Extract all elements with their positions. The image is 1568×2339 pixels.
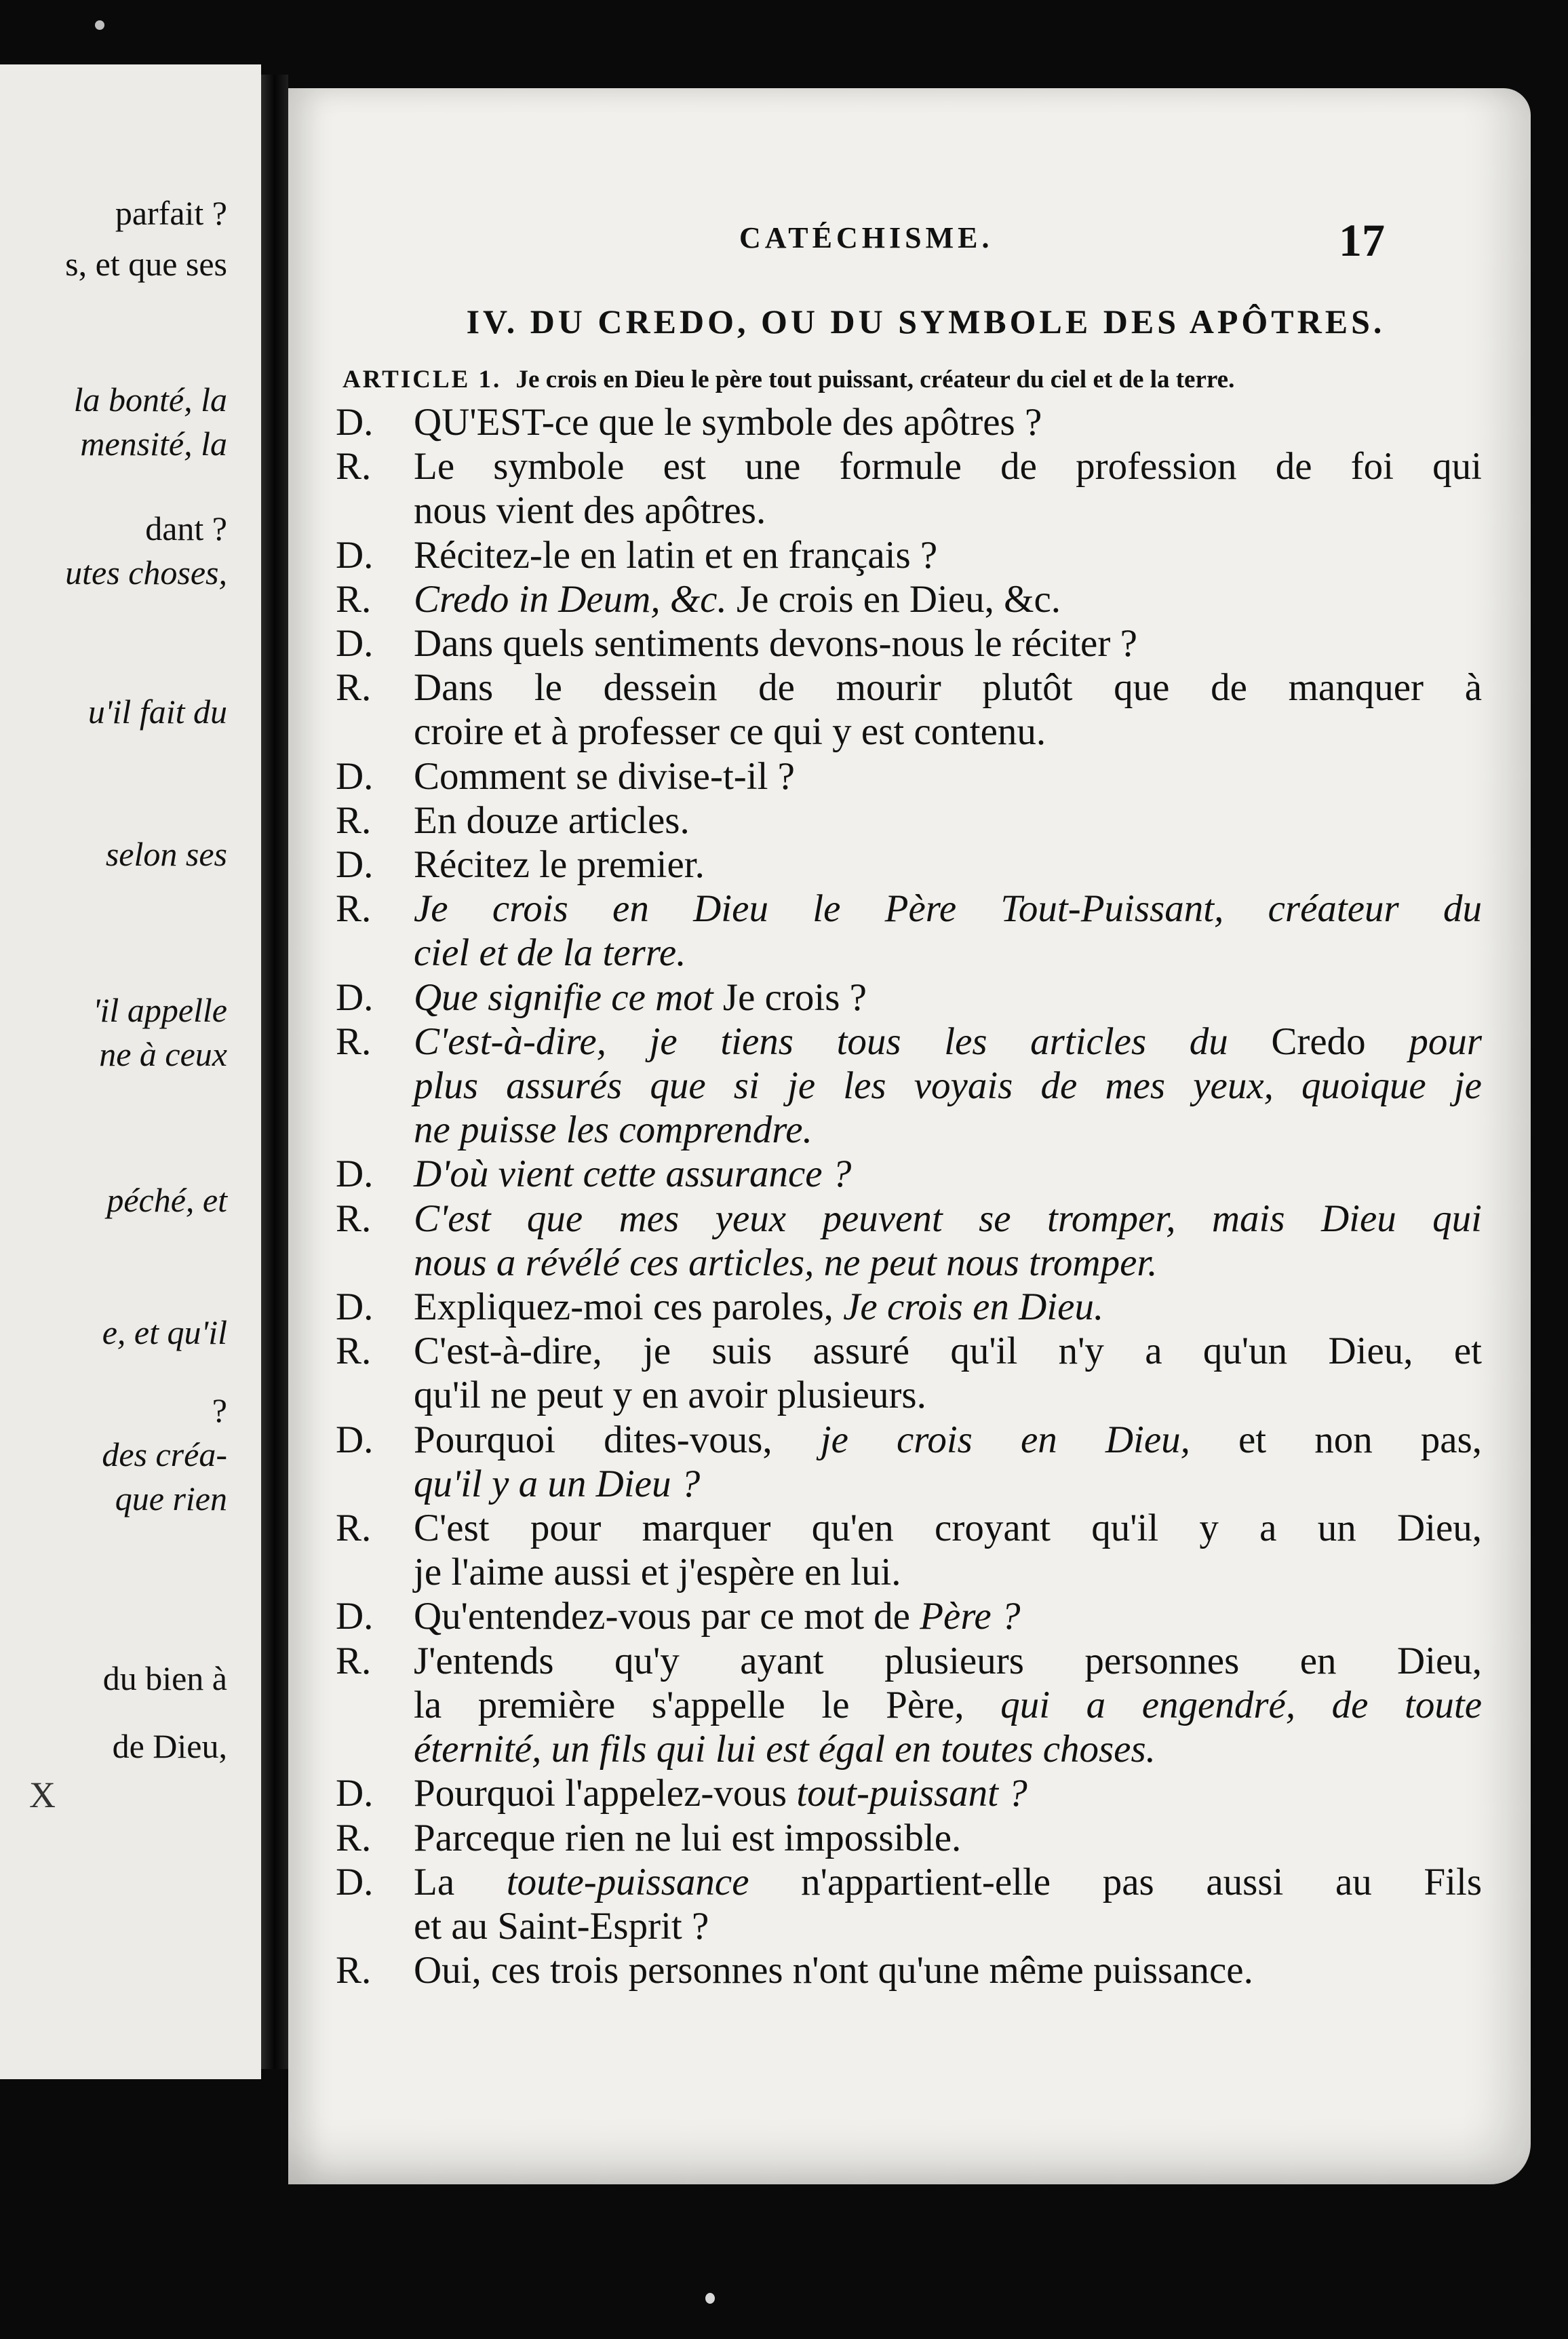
question-entry [336,533,1482,577]
answer-entry [336,1197,1482,1285]
answer-entry [336,1329,1482,1417]
text-line [414,1727,1482,1771]
text-line [414,975,1482,1020]
italic-text: C'est que mes yeux peuvent se tromper, mais Dieu qui [414,1197,1482,1240]
italic-text: je crois en Dieu, [820,1418,1190,1461]
text-segment: Parceque rien ne lui est impossible. [414,1816,962,1859]
answer-entry [336,1639,1482,1772]
question-entry [336,1771,1482,1815]
entry-tag: D. [336,1286,374,1329]
question-entry [336,843,1482,887]
italic-text: D'où vient cette assurance ? [414,1153,852,1196]
italic-text: Je crois en Dieu le Père Tout-Puissant, créateur du [414,887,1482,931]
text-line [414,1418,1482,1462]
text-segment: qu'il ne peut y en avoir plusieurs. [414,1374,926,1417]
article-label: ARTICLE 1. [342,366,502,393]
text-segment: nous vient des apôtres. [414,489,766,533]
text-segment: Expliquez-moi ces paroles, [414,1286,844,1329]
entry-tag: R. [336,1197,372,1240]
text-line [414,1816,1482,1860]
left-page-fragment: selon ses [105,835,227,873]
text-line [414,1594,1482,1638]
italic-text: Que signifie ce mot [414,975,713,1019]
text-line [414,1860,1482,1904]
entry-tag: R. [336,1816,372,1859]
text-segment: Je crois ? [713,975,867,1019]
text-segment: n'appartient-elle pas aussi au Fils [749,1860,1482,1903]
text-segment: Qu'entendez-vous par ce mot de [414,1595,920,1638]
answer-entry [336,798,1482,843]
entry-tag: R. [336,1330,372,1373]
text-segment: Récitez-le en latin et en français ? [414,533,938,577]
text-line [414,843,1482,887]
left-page-fragment: e, et qu'il [102,1313,227,1351]
answer-entry [336,665,1482,754]
question-answer-list [336,400,1482,1992]
section-title: IV. DU CREDO, OU DU SYMBOLE DES APÔTRES. [466,303,1386,341]
text-segment: C'est-à-dire, je suis assuré qu'il n'y a qu'un Dieu, et [414,1330,1482,1373]
text-line [414,1373,1482,1417]
text-line [414,1948,1482,1992]
margin-mark: X [29,1775,56,1815]
text-line [414,1329,1482,1373]
text-line [414,1108,1482,1152]
article-heading [342,365,1482,394]
text-segment: Dans quels sentiments devons-nous le réciter ? [414,622,1137,665]
italic-text: Père ? [920,1595,1021,1638]
italic-text: éternité, un fils qui lui est égal en toutes choses. [414,1728,1156,1771]
text-segment: Récitez le premier. [414,843,705,887]
question-entry [336,1152,1482,1196]
left-page-fragment: des créa- [102,1435,227,1473]
text-segment: Oui, ces trois personnes n'ont qu'une même puissance. [414,1949,1253,1992]
book-gutter [261,75,288,2069]
entry-tag: R. [336,445,372,488]
entry-tag: D. [336,622,374,665]
text-line [414,488,1482,533]
italic-text: C'est-à-dire, je tiens tous les articles du [414,1020,1228,1063]
text-segment: Le symbole est une formule de profession de foi qui [414,445,1482,488]
entry-tag: R. [336,798,372,842]
text-segment: Je crois en Dieu, &c. [726,577,1061,621]
entry-tag: R. [336,1639,372,1682]
text-segment: J'entends qu'y ayant plusieurs personnes en Dieu, [414,1639,1482,1682]
left-page-fragment: la bonté, la [73,381,227,419]
text-segment: C'est pour marquer qu'en croyant qu'il y a un Dieu, [414,1507,1482,1550]
text-segment: je l'aime aussi et j'espère en lui. [414,1551,901,1594]
entry-tag: D. [336,533,374,577]
question-entry [336,975,1482,1020]
text-line [414,754,1482,798]
text-line [414,621,1482,665]
italic-text: ne puisse les comprendre. [414,1108,812,1152]
right-page [288,88,1531,2184]
text-line [414,1771,1482,1815]
text-line [414,665,1482,710]
italic-text: Credo in Deum, &c. [414,577,727,621]
answer-entry [336,577,1482,621]
italic-text: qu'il y a un Dieu ? [414,1462,701,1505]
question-entry [336,1285,1482,1329]
italic-text: nous a révélé ces articles, ne peut nous tromper. [414,1241,1158,1284]
text-line [414,1064,1482,1108]
entry-tag: R. [336,887,372,931]
text-segment: et non pas, [1190,1418,1483,1461]
entry-tag: R. [336,1020,372,1063]
text-line [414,1285,1482,1329]
text-line [414,1197,1482,1241]
entry-tag: D. [336,975,374,1019]
text-line [414,887,1482,931]
page-header [288,214,1531,275]
text-line [414,1904,1482,1948]
left-page-fragment: u'il fait du [87,693,227,731]
text-segment: croire et à professer ce qui y est contenu. [414,710,1046,754]
text-line [414,1152,1482,1196]
italic-text: tout-puissant ? [796,1772,1027,1815]
text-line [414,1020,1482,1064]
speck [705,2293,715,2304]
italic-text: ciel et de la terre. [414,931,686,975]
entry-tag: D. [336,1418,374,1461]
left-page-fragment: de Dieu, [112,1727,227,1765]
left-page-fragment: péché, et [106,1181,227,1219]
entry-tag: D. [336,1772,374,1815]
question-entry [336,621,1482,665]
answer-entry [336,444,1482,533]
text-line [414,1550,1482,1594]
question-entry [336,754,1482,798]
text-line [414,798,1482,843]
text-line [414,577,1482,621]
question-entry [336,1418,1482,1506]
question-entry [336,1594,1482,1638]
text-line [414,444,1482,488]
left-page-fragment: 'il appelle [92,991,227,1029]
entry-tag: D. [336,1595,374,1638]
text-segment: Pourquoi dites-vous, [414,1418,821,1461]
left-page-fragment: utes choses, [65,554,227,592]
text-line [414,400,1482,444]
italic-text: plus assurés que si je les voyais de mes yeux, quoique je [414,1064,1482,1108]
entry-tag: R. [336,1507,372,1550]
text-segment: Comment se divise-t-il ? [414,754,795,798]
question-entry [336,400,1482,444]
text-segment: la première s'appelle le Père, [414,1683,1001,1726]
text-segment: La [414,1860,507,1903]
text-line [414,1639,1482,1683]
text-segment: Credo [1228,1020,1409,1063]
article-text: Je crois en Dieu le père tout puissant, créateur du ciel et de la terre. [515,366,1235,393]
entry-tag: D. [336,843,374,887]
text-line [414,1241,1482,1285]
left-page-fragment: parfait ? [115,194,227,232]
text-line [414,931,1482,975]
italic-text: Je crois en Dieu. [843,1286,1104,1329]
page-number: 17 [1339,214,1385,266]
italic-text: pour [1409,1020,1482,1063]
entry-tag: R. [336,577,372,621]
answer-entry [336,1948,1482,1992]
left-page-fragment: que rien [115,1480,227,1518]
entry-tag: D. [336,1860,374,1903]
italic-text: toute-puissance [506,1860,749,1903]
text-line [414,710,1482,754]
text-segment: QU'EST-ce que le symbole des apôtres ? [414,401,1042,444]
left-page-fragment: ? [212,1391,227,1429]
left-page-fragment: mensité, la [80,425,227,463]
entry-tag: D. [336,1153,374,1196]
entry-tag: D. [336,754,374,798]
text-line [414,533,1482,577]
text-line [414,1506,1482,1550]
answer-entry [336,1020,1482,1153]
left-page-fragment: du bien à [102,1659,227,1697]
text-segment: Dans le dessein de mourir plutôt que de manquer à [414,666,1482,710]
speck [95,20,104,30]
answer-entry [336,887,1482,975]
text-line [414,1683,1482,1727]
text-segment: et au Saint-Esprit ? [414,1904,709,1948]
entry-tag: R. [336,1949,372,1992]
answer-entry [336,1816,1482,1860]
italic-text: qui a engendré, de toute [1000,1683,1482,1726]
left-page-fragment: s, et que ses [65,245,227,283]
running-head: CATÉCHISME. [739,221,994,254]
text-segment: En douze articles. [414,798,690,842]
left-page-fragment: ne à ceux [99,1035,227,1073]
question-entry [336,1860,1482,1948]
left-page-fragment: dant ? [145,509,227,547]
answer-entry [336,1506,1482,1594]
entry-tag: D. [336,401,374,444]
text-line [414,1462,1482,1506]
text-segment: Pourquoi l'appelez-vous [414,1772,797,1815]
entry-tag: R. [336,666,372,710]
